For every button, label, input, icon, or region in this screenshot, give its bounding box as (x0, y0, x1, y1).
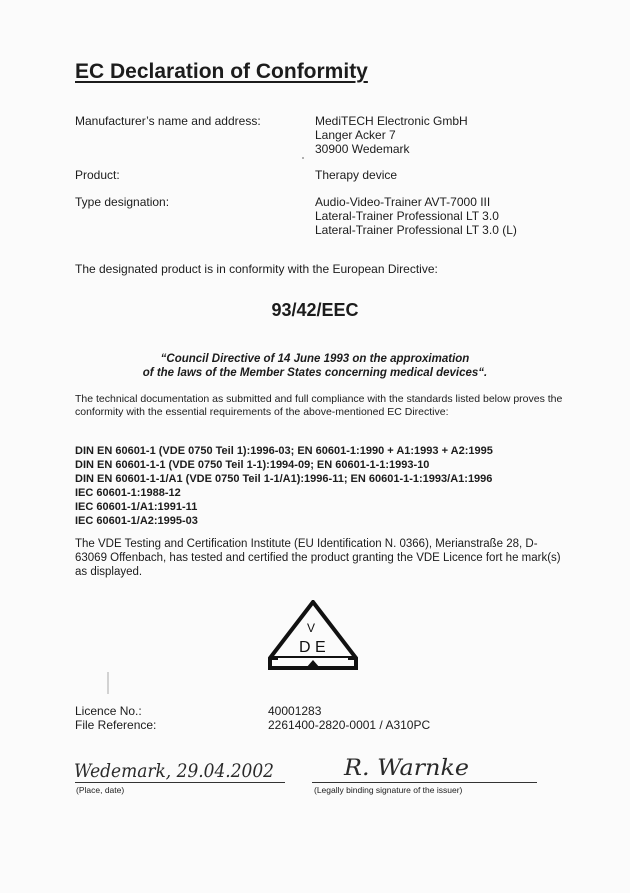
speck-mark (302, 157, 304, 159)
standard-item: IEC 60601-1/A1:1991-11 (75, 501, 198, 513)
manufacturer-city: 30900 Wedemark (315, 142, 410, 156)
manufacturer-label: Manufacturer’s name and address: (75, 114, 261, 128)
document-title: EC Declaration of Conformity (75, 60, 368, 83)
vde-statement: The VDE Testing and Certification Institute (EU Identification N. 0366), Merianstraße 28, D-63069 Offenbach, has tested and certified the product granting the VDE Licence fort he mark(s) as displayed. (75, 538, 561, 578)
directive-number: 93/42/EEC (271, 300, 359, 320)
place-date-caption: (Place, date) (76, 785, 125, 795)
product-value: Therapy device (315, 168, 398, 182)
standard-item: IEC 60601-1:1988-12 (75, 487, 181, 499)
file-reference-label: File Reference: (75, 718, 157, 732)
signature-text: R. Warnke (342, 756, 469, 781)
manufacturer-street: Langer Acker 7 (315, 128, 396, 142)
standard-item: DIN EN 60601-1 (VDE 0750 Teil 1):1996-03; EN 60601-1:1990 + A1:1993 + A2:1995 (75, 445, 493, 457)
vde-letter-d: D (299, 639, 311, 656)
council-line: “Council Directive of 14 June 1993 on the approximation (160, 353, 470, 365)
type-designation-label: Type designation: (75, 195, 170, 209)
conformity-intro: The designated product is in conformity with the European Directive: (75, 262, 438, 276)
type-designation-item: Lateral-Trainer Professional LT 3.0 (315, 209, 499, 223)
handwritten-place-date (72, 752, 287, 786)
technical-documentation-text: The technical documentation as submitted and full compliance with the standards listed below proves the conformity with the essential requirements of the above-mentioned EC Directive: (75, 393, 563, 418)
vde-letter-e: E (315, 639, 326, 656)
council-directive-quote (0, 352, 630, 380)
standard-item: DIN EN 60601-1-1 (VDE 0750 Teil 1-1):1994-09; EN 60601-1-1:1993-10 (75, 459, 430, 471)
licence-label: Licence No.: (75, 704, 142, 718)
margin-mark (106, 672, 110, 694)
signature-caption: (Legally binding signature of the issuer) (314, 785, 463, 795)
product-label: Product: (75, 168, 120, 182)
standard-item: DIN EN 60601-1-1/A1 (VDE 0750 Teil 1-1/A1):1996-11; EN 60601-1-1:1993/A1:1996 (75, 473, 493, 485)
manufacturer-address (315, 114, 468, 156)
vde-letter-v: V (307, 621, 316, 635)
file-reference-value: 2261400-2820-0001 / A310PC (268, 718, 431, 732)
vde-mark-logo (268, 600, 358, 672)
standard-item: IEC 60601-1/A2:1995-03 (75, 515, 198, 527)
manufacturer-name: MediTECH Electronic GmbH (315, 114, 468, 128)
place-date-text: Wedemark, 29.04.2002 (74, 760, 274, 782)
type-designation-item: Lateral-Trainer Professional LT 3.0 (L) (315, 223, 517, 237)
place-date-line (75, 782, 285, 783)
type-designation-list (315, 195, 517, 237)
handwritten-signature (340, 748, 480, 784)
licence-value: 40001283 (268, 704, 322, 718)
signature-line (312, 782, 537, 783)
council-line: of the laws of the Member States concerning medical devices“. (142, 367, 488, 379)
standards-list (75, 444, 493, 528)
type-designation-item: Audio-Video-Trainer AVT-7000 III (315, 195, 491, 209)
